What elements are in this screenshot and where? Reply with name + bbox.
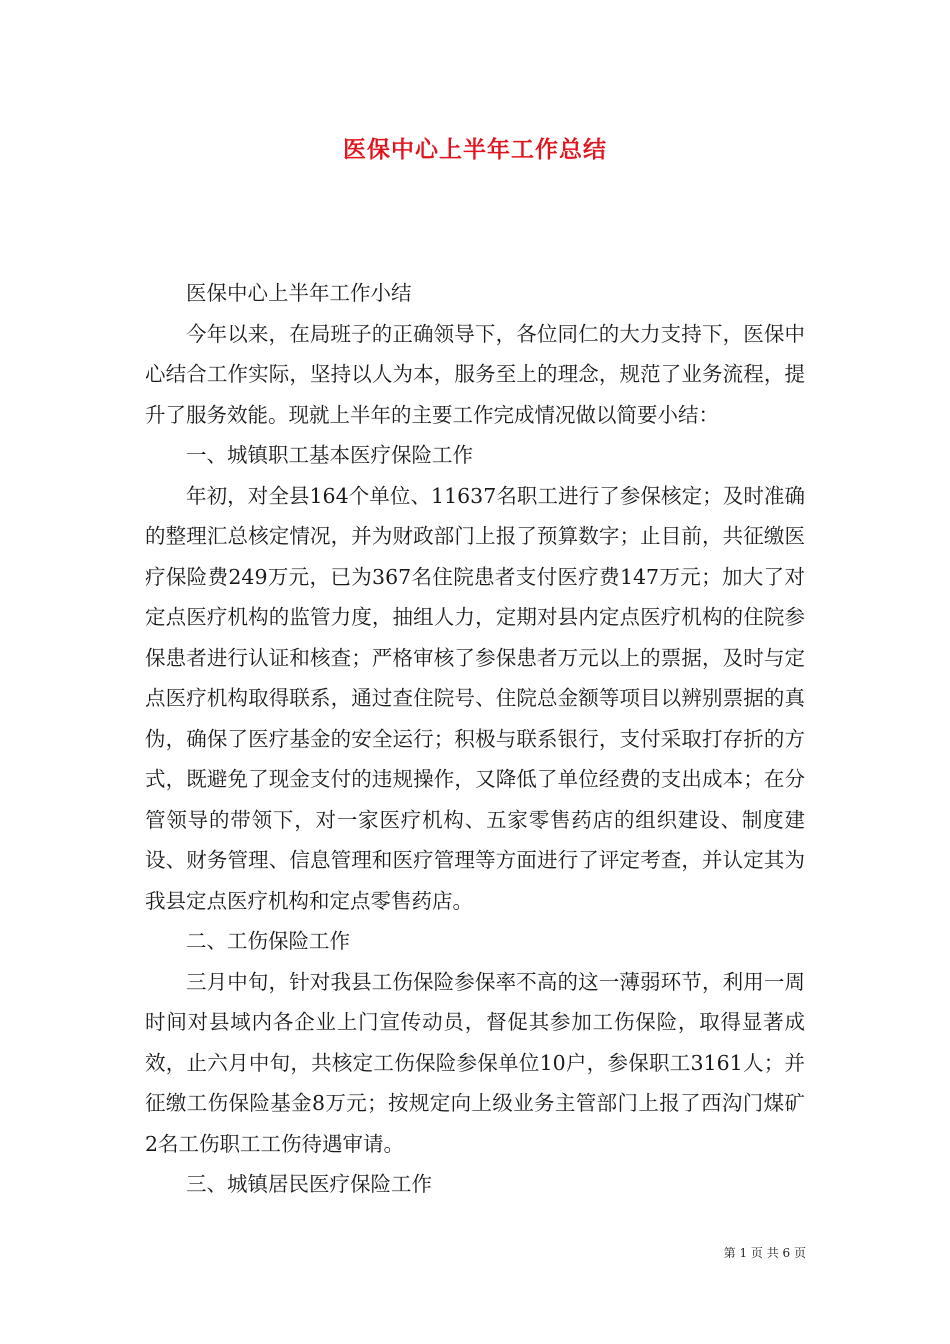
subtitle-paragraph: 医保中心上半年工作小结	[186, 281, 412, 305]
page-number: 第 1 页 共 6 页	[723, 1246, 806, 1260]
section-heading-1: 一、城镇职工基本医疗保险工作	[186, 443, 473, 467]
document-title: 医保中心上半年工作总结	[343, 136, 607, 163]
section-1-paragraph: 年初，对全县164个单位、11637名职工进行了参保核定；及时准确的整理汇总核定情况，并为财政部门上报了预算数字；止目前，共征缴医疗保险费249万元，已为367名住院患者支付医疗费147万元；加大了对定点医疗机构的监管力度，抽组人力，定期对县内定点医疗机构的住院参保患者进行认证和核查；严格审核了参保患者万元以上的票据，及时与定点医疗机构取得联系，通过查住院号、住院总金额等项目以辨别票据的真伪，确保了医疗基金的安全运行；积极与联系银行，支付采取打存折的方式，既避免了现金支付的违规操作，又降低了单位经费的支出成本；在分管领导的带领下，对一家医疗机构、五家零售药店的组织建设、制度建设、财务管理、信息管理和医疗管理等方面进行了评定考查，并认定其为我县定点医疗机构和定点零售药店。	[145, 483, 805, 913]
document-body	[145, 273, 805, 1205]
section-2-paragraph: 三月中旬，针对我县工伤保险参保率不高的这一薄弱环节，利用一周时间对县域内各企业上门宣传动员，督促其参加工伤保险，取得显著成效，止六月中旬，共核定工伤保险参保单位10户，参保职工3161人；并征缴工伤保险基金8万元；按规定向上级业务主管部门上报了西沟门煤矿2名工伤职工工伤待遇审请。	[145, 969, 805, 1156]
intro-paragraph: 今年以来，在局班子的正确领导下，各位同仁的大力支持下，医保中心结合工作实际，坚持以人为本，服务至上的理念，规范了业务流程，提升了服务效能。现就上半年的主要工作完成情况做以简要小结：	[145, 321, 805, 427]
section-heading-2: 二、工伤保险工作	[186, 929, 350, 953]
section-heading-3: 三、城镇居民医疗保险工作	[186, 1172, 432, 1196]
